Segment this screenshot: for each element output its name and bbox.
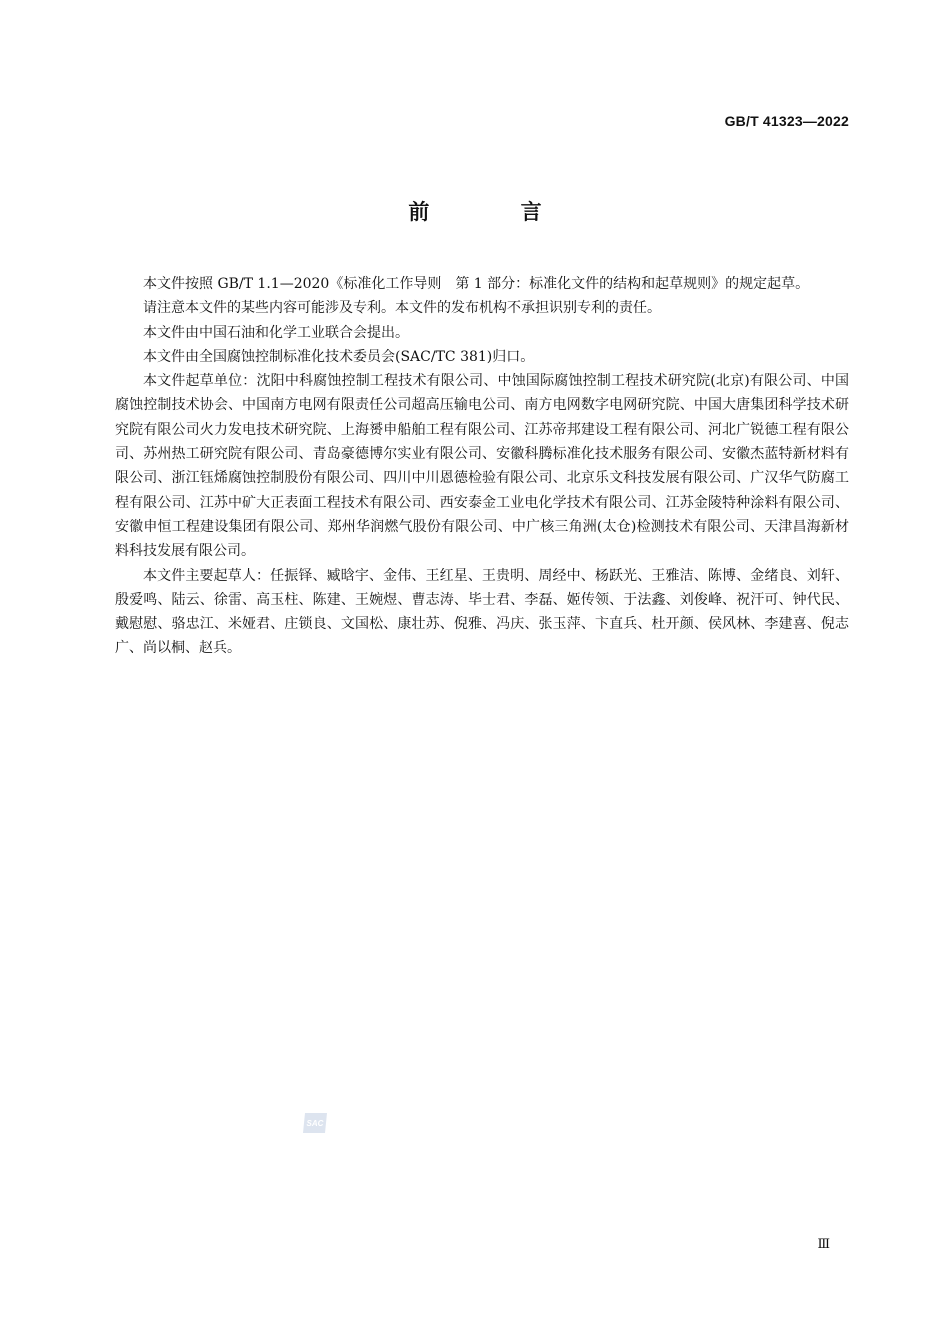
paragraph-drafting-units: 本文件起草单位：沈阳中科腐蚀控制工程技术有限公司、中蚀国际腐蚀控制工程技术研究院(北京)有限公司、中国腐蚀控制技术协会、中国南方电网有限责任公司超高压输电公司、南方电网数字电网研究院、中国大唐集团科学技术研究院有限公司火力发电技术研究院、上海赟申船舶工程有限公司、江苏帝邦建设工程有限公司、河北广锐德工程有限公司、苏州热工研究院有限公司、青岛豪德博尔实业有限公司、安徽科腾标准化技术服务有限公司、安徽杰蓝特新材料有限公司、浙江钰烯腐蚀控制股份有限公司、四川中川恩德检验有限公司、北京乐文科技发展有限公司、广汉华气防腐工程有限公司、江苏中矿大正表面工程技术有限公司、西安泰金工业电化学技术有限公司、江苏金陵特种涂料有限公司、安徽申恒工程建设集团有限公司、郑州华润燃气股份有限公司、中广核三角洲(太仓)检测技术有限公司、天津昌海新材料科技发展有限公司。: [115, 373, 849, 560]
paragraph-administrator: 本文件由全国腐蚀控制标准化技术委员会(SAC/TC 381)归口。: [143, 348, 535, 365]
paragraph-patent-notice: 请注意本文件的某些内容可能涉及专利。本文件的发布机构不承担识别专利的责任。: [143, 300, 661, 317]
paragraph-proposer: 本文件由中国石油和化学工业联合会提出。: [143, 324, 409, 341]
paragraph-drafters: 本文件主要起草人：任振铎、臧晗宇、金伟、王红星、王贵明、周经中、杨跃光、王雅洁、陈博、金绪良、刘轩、殷爱鸣、陆云、徐雷、高玉柱、陈建、王婉煜、曹志涛、毕士君、李磊、姬传领、于法鑫、刘俊峰、祝汗可、钟代民、戴慰慰、骆忠江、米娅君、庄锁良、文国松、康壮苏、倪雅、冯庆、张玉萍、卞直兵、杜开颜、侯风林、李建喜、倪志广、尚以桐、赵兵。: [115, 567, 849, 657]
sac-watermark-logo: [302, 1112, 328, 1134]
foreword-body: [115, 272, 849, 661]
svg-text:SAC: SAC: [306, 1119, 324, 1128]
page-title: 前 言: [408, 200, 584, 224]
paragraph-drafting-rules: 本文件按照 GB/T 1.1—2020《标准化工作导则 第 1 部分：标准化文件的结构和起草规则》的规定起草。: [143, 276, 810, 292]
standard-code: GB/T 41323—2022: [724, 113, 849, 129]
page-number: Ⅲ: [817, 1237, 830, 1252]
